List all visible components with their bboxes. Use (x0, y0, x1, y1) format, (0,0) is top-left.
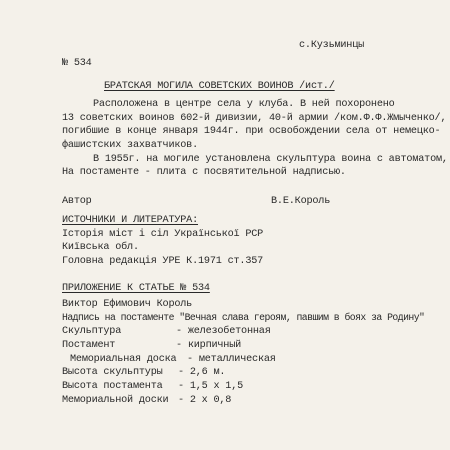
spec-label: Постамент (62, 340, 116, 351)
record-number: № 534 (62, 58, 92, 69)
source-line: Київська обл. (62, 242, 139, 253)
spec-value: - металлическая (187, 354, 276, 365)
author-name: В.Е.Король (271, 196, 331, 207)
spec-value: - железобетонная (176, 326, 271, 337)
appendix-person: Виктор Ефимович Король (62, 299, 193, 310)
body-line: В 1955г. на могиле установлена скульптура воина с автоматом, (93, 154, 448, 165)
spec-label: Скульптура (62, 326, 122, 337)
document-title: БРАТСКАЯ МОГИЛА СОВЕТСКИХ ВОИНОВ /ист./ (104, 81, 335, 92)
spec-value: - кирпичный (176, 340, 242, 351)
body-line: погибшие в конце января 1944г. при освобождении села от немецко- (62, 126, 441, 137)
spec-value: - 1,5 х 1,5 (178, 381, 244, 392)
spec-value: - 2,6 м. (178, 367, 226, 378)
spec-label: Мемориальной доски (62, 395, 169, 406)
sources-heading: ИСТОЧНИКИ И ЛИТЕРАТУРА: (62, 215, 199, 226)
spec-label: Высота постамента (62, 381, 163, 392)
spec-label: Мемориальная доска (70, 354, 177, 365)
source-line: Головна редакція УРЕ К.1971 ст.357 (62, 256, 264, 267)
body-line: фашистских захватчиков. (62, 140, 199, 151)
location: с.Кузьминцы (299, 40, 365, 51)
spec-label: Высота скульптуры (62, 367, 163, 378)
body-line: Расположена в центре села у клуба. В ней похоронено (93, 99, 395, 110)
source-line: Історія міст і сіл Української РСР (62, 229, 264, 240)
body-line: На постаменте - плита с посвятительной надписью. (62, 167, 346, 178)
appendix-inscription: Надпись на постаменте "Вечная слава героям, павшим в боях за Родину" (62, 312, 425, 323)
spec-value: - 2 х 0,8 (178, 395, 232, 406)
body-line: 13 советских воинов 602-й дивизии, 40-й армии /ком.Ф.Ф.Жмыченко/, (62, 113, 447, 124)
appendix-heading: ПРИЛОЖЕНИЕ К СТАТЬЕ № 534 (62, 283, 210, 294)
author-label: Автор (62, 196, 92, 207)
